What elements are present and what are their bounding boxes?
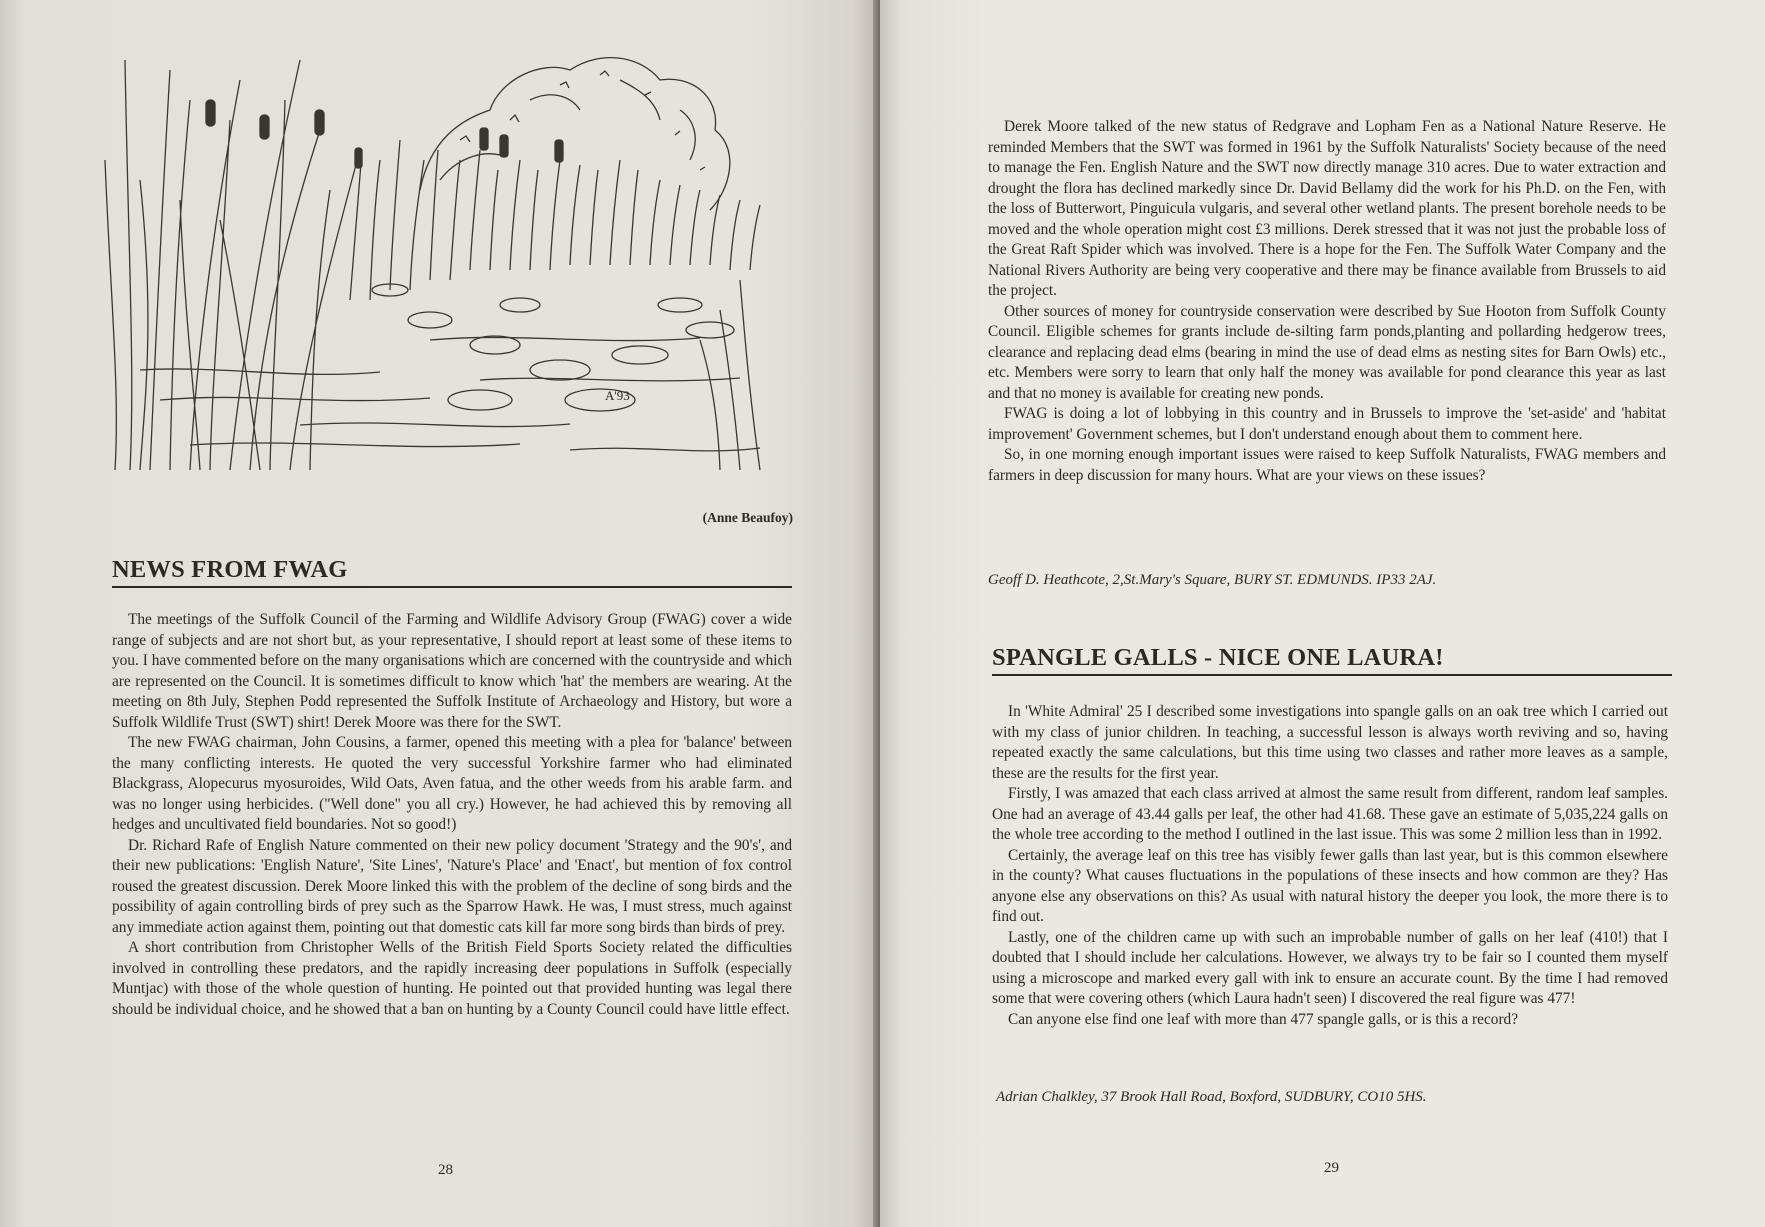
paragraph: A short contribution from Christopher Wells of the British Field Sports Society related the difficulties involved in controlling these predators, and the rapidly increasing deer populations in Suffolk (especially Muntjac) with those of the whole question of hunting. He pointed out that provided hunting was legal there should be individual choice, and he showed that a ban on hunting by a County Council could have little effect. (112, 939, 792, 1018)
paragraph: So, in one morning enough important issues were raised to keep Suffolk Naturalists, FWAG members and farmers in deep discussion for many hours. What are your views on these issues? (988, 446, 1666, 484)
paragraph: Lastly, one of the children came up with such an improbable number of galls on her leaf (410!) that I doubted that I should include her calculations. However, we always try to be fair so I counted them myself using a microscope and marked every gall with ink to ensure an accurate count. By the time I had removed some that were covering others (which Laura hadn't seen) I discovered the real figure was 477! (992, 928, 1668, 1007)
paragraph: Firstly, I was amazed that each class arrived at almost the same result from different, random leaf samples. One had an average of 43.44 galls per leaf, the other had 41.68. These gave an estimate of 5,035,224 galls on the whole tree according to the method I outlined in the last issue. This was some 2 million less than in 1992. (992, 785, 1668, 843)
article-heading: NEWS FROM FWAG (112, 556, 792, 588)
paragraph: Other sources of money for countryside conservation were described by Sue Hooton from Suffolk County Council. Eligible schemes for grants include de-silting farm ponds,planting and pollarding hedgerow trees, clearance and replacing dead elms (bearing in mind the use of dead elms as nesting sites for Barn Owls) etc., etc. Members were sorry to learn that only half the money was available for pond clearance this year as last and that no money is available for creating new ponds. (988, 302, 1666, 402)
article-continuation (988, 117, 1666, 486)
article-body (992, 702, 1668, 1030)
page-number: 29 (1324, 1160, 1339, 1176)
left-page (0, 0, 880, 1227)
paragraph: Dr. Richard Rafe of English Nature commented on their new policy document 'Strategy and the 90's', and their new publications: 'English Nature', 'Site Lines', 'Nature's Place' and 'Enact', but mention of fox control roused the greatest discussion. Derek Moore linked this with the problem of the decline of song birds and the possibility of again controlling birds of prey such as the Sparrow Hawk. He was, I must stress, much against any immediate action against them, pointing out that domestic cats kill far more song birds than birds of prey. (112, 836, 792, 936)
paragraph: FWAG is doing a lot of lobbying in this country and in Brussels to improve the 'set-aside' and 'habitat improvement' Government schemes, but I don't understand enough about them to comment here. (988, 405, 1666, 443)
paragraph: The new FWAG chairman, John Cousins, a farmer, opened this meeting with a plea for 'balance' between the many conflicting interests. He quoted the very successful Yorkshire farmer who had eliminated Blackgrass, Alopecurus myosuroides, Wild Oats, Aven fatua, and the other weeds from his arable farm. and was no longer using herbicides. ("Well done" you all cry.) However, he had achieved this by removing all hedges and uncultivated field boundaries. Not so good!) (112, 734, 792, 833)
artist-signature: A'93 (605, 388, 630, 403)
paragraph: Derek Moore talked of the new status of Redgrave and Lopham Fen as a National Nature Reserve. He reminded Members that the SWT was formed in 1961 by the Suffolk Naturalists' Society because of the need to manage the Fen. English Nature and the SWT now directly manage 310 acres. Due to water extraction and drought the flora has declined markedly since Dr. David Bellamy did the work for his Ph.D. on the Fen, with the loss of Butterwort, Pinguicula vulgaris, and several other wetland plants. The present borehole needs to be moved and the whole operation might cost £3 millions. Derek stressed that it was not just the probable loss of the Great Raft Spider which was involved. There is a hope for the Fen. The Suffolk Water Company and the National Rivers Authority are being very cooperative and there may be finance available from Brussels to aid the project. (988, 118, 1666, 299)
article-body (112, 610, 792, 1020)
reed-pond-illustration (100, 40, 800, 505)
right-page (880, 0, 1765, 1227)
author-signature: Adrian Chalkley, 37 Brook Hall Road, Boxford, SUDBURY, CO10 5HS. (996, 1089, 1427, 1105)
author-signature: Geoff D. Heathcote, 2,St.Mary's Square, BURY ST. EDMUNDS. IP33 2AJ. (988, 572, 1437, 588)
paragraph: Can anyone else find one leaf with more than 477 spangle galls, or is this a record? (1008, 1010, 1519, 1028)
article-heading: SPANGLE GALLS - NICE ONE LAURA! (992, 644, 1672, 676)
illustration-caption: (Anne Beaufoy) (702, 510, 793, 525)
paragraph: In 'White Admiral' 25 I described some investigations into spangle galls on an oak tree which I carried out with my class of junior children. In teaching, a successful lesson is always worth reviving and so, having repeated exactly the same calculations, but this time using two classes and rather more leaves as a sample, these are the results for the first year. (992, 703, 1668, 782)
paragraph: Certainly, the average leaf on this tree has visibly fewer galls than last year, but is this common elsewhere in the county? What causes fluctuations in the populations of these insects and how common are they? Has anyone else any observations on this? As usual with natural history the deeper you look, the more there is to find out. (992, 846, 1668, 925)
page-number: 28 (438, 1162, 453, 1178)
paragraph: The meetings of the Suffolk Council of the Farming and Wildlife Advisory Group (FWAG) cover a wide range of subjects and are not short but, as your representative, I should report at least some of these items to you. I have commented before on the many organisations which are concerned with the countryside and which are represented on the Council. It is sometimes difficult to know which 'hat' the members are wearing. At the meeting on 8th July, Stephen Podd represented the Suffolk Institute of Archaeology and History, but wore a Suffolk Wildlife Trust (SWT) shirt! Derek Moore was there for the SWT. (112, 611, 792, 731)
